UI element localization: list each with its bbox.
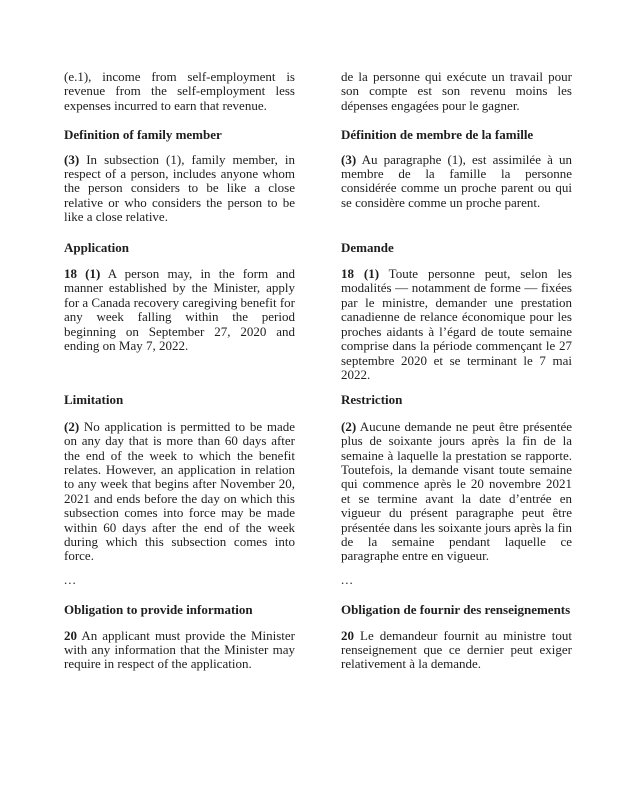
bilingual-row-heading-application xyxy=(64,241,623,255)
french-column-cell xyxy=(341,70,572,113)
paragraph-fr xyxy=(341,420,572,564)
bilingual-row-continuation xyxy=(64,70,623,113)
paragraph-fr xyxy=(341,70,572,113)
paragraph-fr xyxy=(341,153,572,211)
paragraph-text: Toute personne peut, selon les modalités — notamment de forme — fixées par le ministre, demander une prestation canadienne de relance économique pour les proches aidants à l’égard de toute semaine comprise dans la période commençant le 27 septembre 2020 et se terminant le 7 mai 2022. xyxy=(341,266,572,382)
bilingual-row-heading-obligation xyxy=(64,603,623,617)
french-column-cell xyxy=(341,128,572,142)
paragraph-text: Au paragraphe (1), est assimilée à un membre de la famille la personne considérée comme un proche parent ou qui se considère comme un proche parent. xyxy=(341,151,572,210)
bilingual-row-section-18-1 xyxy=(64,267,623,382)
paragraph-en xyxy=(64,267,295,353)
heading-fr: Restriction xyxy=(341,392,403,408)
section-number: (2) xyxy=(64,418,80,434)
heading-fr: Définition de membre de la famille xyxy=(341,127,534,143)
english-column-cell xyxy=(64,603,295,617)
bilingual-row-subsection-2 xyxy=(64,420,623,564)
english-column-cell xyxy=(64,267,295,353)
paragraph-text: An applicant must provide the Minister with any information that the Minister may require in respect of the application. xyxy=(64,627,295,672)
english-column-cell xyxy=(64,573,295,587)
ellipsis-en: ... xyxy=(64,571,77,587)
section-number: (2) xyxy=(341,418,357,434)
section-number: (3) xyxy=(64,151,80,167)
paragraph-text: (e.1), income from self-employment is revenue from the self-employment less expenses incurred to earn that revenue. xyxy=(64,69,295,113)
heading-en: Obligation to provide information xyxy=(64,602,253,618)
paragraph-en xyxy=(64,70,295,113)
english-column-cell xyxy=(64,629,295,672)
english-column-cell xyxy=(64,393,295,407)
section-number: 18 (1) xyxy=(341,266,380,282)
heading-en: Limitation xyxy=(64,392,124,408)
english-column-cell xyxy=(64,70,295,113)
paragraph-fr xyxy=(341,267,572,382)
bilingual-row-heading-limitation xyxy=(64,393,623,407)
paragraph-en xyxy=(64,420,295,564)
heading-fr: Obligation de fournir des renseignements xyxy=(341,602,571,618)
heading-fr: Demande xyxy=(341,239,394,255)
section-number: 18 (1) xyxy=(64,266,101,282)
paragraph-text: Le demandeur fournit au ministre tout renseignement que ce dernier peut exiger relativement à la demande. xyxy=(341,627,572,672)
english-column-cell xyxy=(64,128,295,142)
section-number: 20 xyxy=(341,627,354,643)
french-column-cell xyxy=(341,241,572,255)
french-column-cell xyxy=(341,153,572,211)
french-column-cell xyxy=(341,267,572,382)
paragraph-text: In subsection (1), family member, in respect of a person, includes anyone whom the person considers to be like a close relative or who considers the person to be like a close relative. xyxy=(64,151,295,225)
paragraph-text: A person may, in the form and manner established by the Minister, apply for a Canada recovery caregiving benefit for any week falling within the period beginning on September 27, 2020 and ending on May 7, 2022. xyxy=(64,266,295,354)
ellipsis-fr: ... xyxy=(341,571,354,587)
english-column-cell xyxy=(64,241,295,255)
paragraph-text: No application is permitted to be made on any day that is more than 60 days after the end of the week to which the benefit relates. However, an application in relation to any week that begins after November 20, 2021 and ends before the day on which this subsection comes into force may be made within 60 days after the end of the week during which this subsection comes into force. xyxy=(64,418,295,564)
paragraph-en xyxy=(64,153,295,225)
bilingual-row-ellipsis xyxy=(64,573,623,587)
french-column-cell xyxy=(341,629,572,672)
english-column-cell xyxy=(64,153,295,225)
heading-en: Definition of family member xyxy=(64,127,222,143)
french-column-cell xyxy=(341,393,572,407)
paragraph-fr xyxy=(341,629,572,672)
bilingual-row-section-20 xyxy=(64,629,623,672)
paragraph-text: de la personne qui exécute un travail pour son compte est son revenu moins les dépenses engagées pour le gagner. xyxy=(341,69,572,113)
bilingual-row-heading-family-member xyxy=(64,128,623,142)
paragraph-text: Aucune demande ne peut être présentée plus de soixante jours après la fin de la semaine à laquelle la prestation se rapporte. Toutefois, la demande visant toute semaine qui commence après le 20 novembre 2021 et se termine avant la date d’entrée en vigueur du présent paragraphe peut être présentée dans les soixante jours après la fin de la semaine pendant laquelle ce paragraphe entre en vigueur. xyxy=(341,418,572,564)
french-column-cell xyxy=(341,603,572,617)
french-column-cell xyxy=(341,573,572,587)
section-number: (3) xyxy=(341,151,357,167)
paragraph-en xyxy=(64,629,295,672)
french-column-cell xyxy=(341,420,572,564)
bilingual-row-subsection-3 xyxy=(64,153,623,225)
english-column-cell xyxy=(64,420,295,564)
section-number: 20 xyxy=(64,627,77,643)
heading-en: Application xyxy=(64,239,130,255)
